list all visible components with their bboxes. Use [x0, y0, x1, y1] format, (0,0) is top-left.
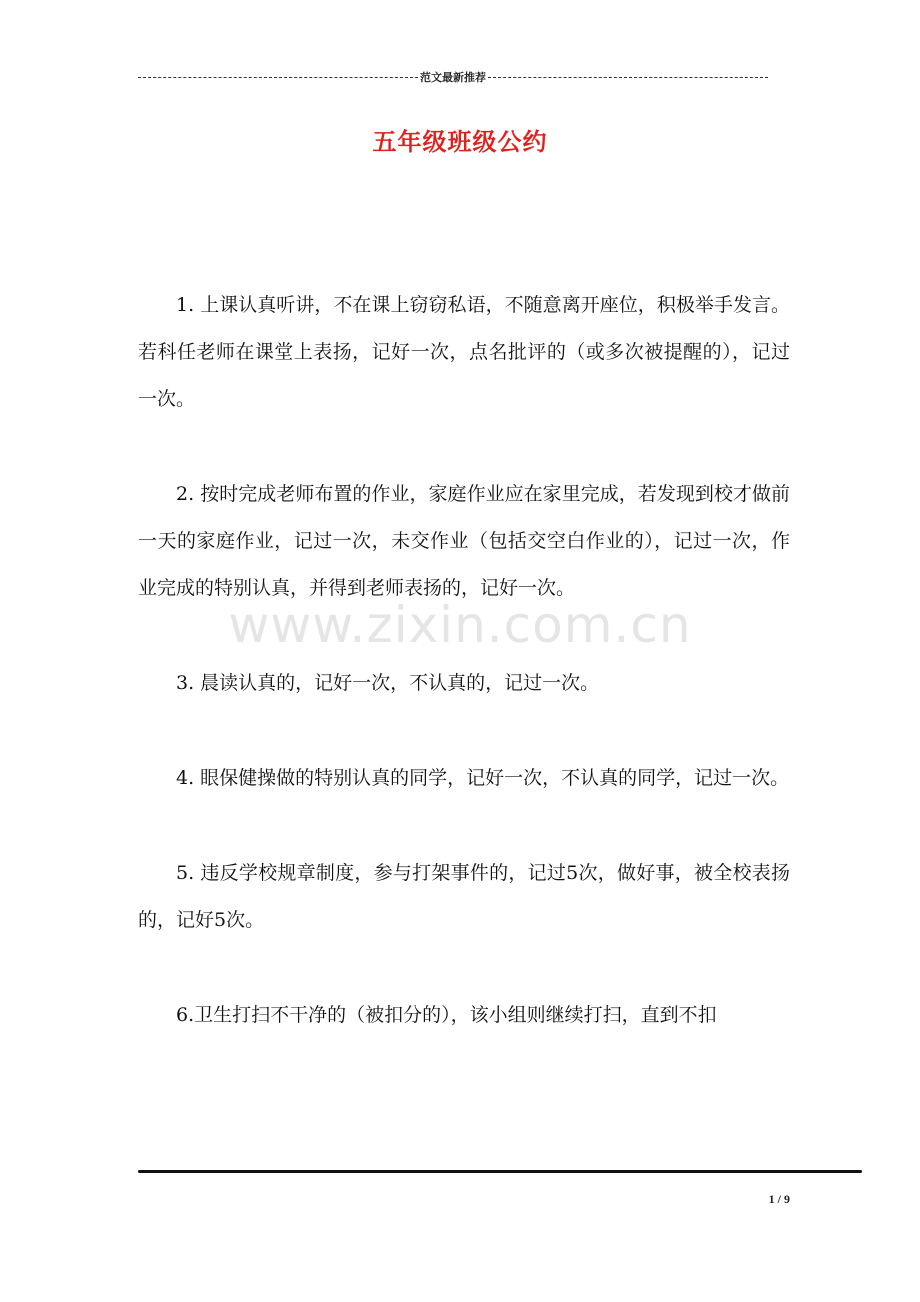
paragraph-1: 1. 上课认真听讲，不在课上窃窃私语，不随意离开座位，积极举手发言。若科任老师在课堂上表扬，记好一次，点名批评的（或多次被提醒的），记过一次。 — [138, 294, 790, 410]
page-number: 1 / 9 — [768, 1192, 790, 1206]
document-title: 五年级班级公约 — [372, 127, 548, 156]
paragraph-2: 2. 按时完成老师布置的作业，家庭作业应在家里完成，若发现到校才做前一天的家庭作业，记过一次，未交作业（包括交空白作业的），记过一次，作业完成的特别认真，并得到老师表扬的，记好一次。 — [138, 483, 790, 599]
header-text: 范文最新推荐 — [420, 71, 486, 84]
page-header — [138, 66, 768, 88]
watermark: www.zixin.com.cn — [228, 596, 692, 654]
paragraph-3: 3. 晨读认真的，记好一次，不认真的，记过一次。 — [176, 672, 600, 694]
header-dash-right — [488, 77, 768, 78]
document-body — [138, 282, 790, 1087]
paragraph-4: 4. 眼保健操做的特别认真的同学，记好一次，不认真的同学，记过一次。 — [176, 767, 790, 789]
header-dash-left — [138, 77, 418, 78]
paragraph-5: 5. 违反学校规章制度，参与打架事件的，记过5次，做好事，被全校表扬的，记好5次。 — [138, 862, 790, 931]
paragraph-6: 6.卫生打扫不干净的（被扣分的），该小组则继续打扫，直到不扣 — [176, 1004, 717, 1026]
footer-divider — [138, 1170, 862, 1173]
